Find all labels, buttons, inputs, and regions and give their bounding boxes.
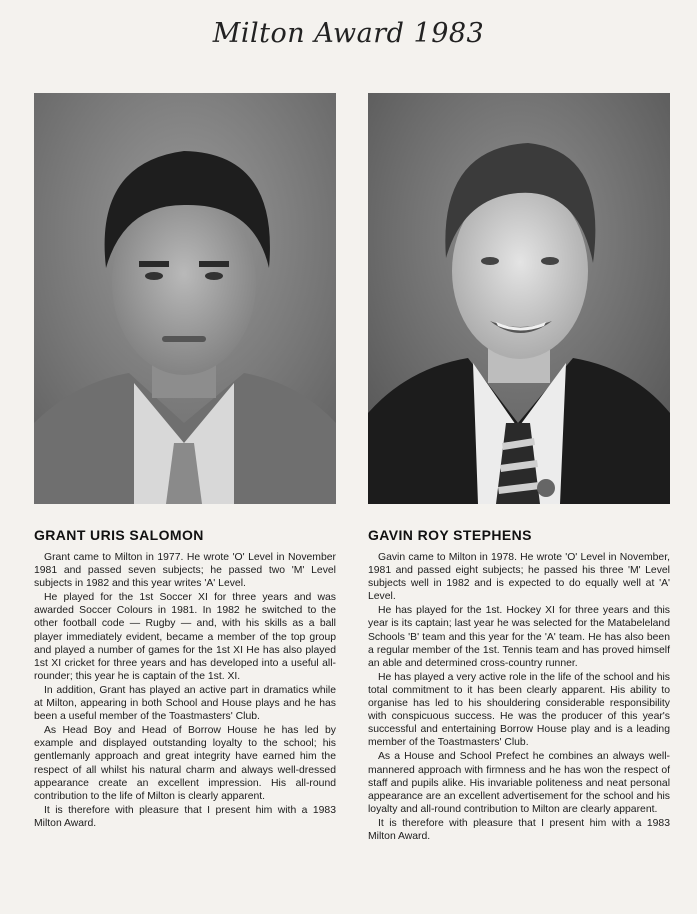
page-title: Milton Award 1983 — [212, 18, 485, 49]
left-paragraph: It is therefore with pleasure that I present him with a 1983 Milton Award. — [34, 804, 336, 829]
left-paragraph: He played for the 1st Soccer XI for three years and was awarded Soccer Colours in 1981. In 1982 he switched to the other football code — Rugby — and, with his skills as a ball player immediately evident, became a member of the top group and played a number of games for the 1st XI He has also played 1st XI cricket for three years and has developed into a useful all-rounder; this year he is captain of the 1st. XI. — [34, 592, 336, 682]
right-paragraph: It is therefore with pleasure that I present him with a 1983 Milton Award. — [368, 817, 670, 842]
left-portrait-photo — [34, 93, 336, 504]
left-paragraph: Grant came to Milton in 1977. He wrote 'O' Level in November 1981 and passed seven subjects; he passed two 'M' Level subjects in 1982 and this year writes 'A' Level. — [34, 552, 336, 590]
portrait-photo-icon — [34, 93, 336, 504]
right-biography — [368, 551, 670, 843]
right-student-name: GAVIN ROY STEPHENS — [368, 527, 532, 543]
right-profile — [368, 93, 670, 844]
right-portrait-photo — [368, 93, 670, 504]
right-paragraph: Gavin came to Milton in 1978. He wrote 'O' Level in November, 1981 and passed eight subjects; he passed his three 'M' Level subjects well in 1982 and is expected to do equally well at 'A' Level. — [368, 552, 670, 603]
left-student-name: GRANT URIS SALOMON — [34, 527, 204, 543]
right-paragraph: He has played for the 1st. Hockey XI for three years and this year is its captain; last year he was selected for the Matabeleland Schools 'B' team and this year for the 'A' team. He has also been a regular member of the 1st. Tennis team and has proved himself an able and determined cross-country runner. — [368, 605, 670, 669]
right-paragraph: He has played a very active role in the life of the school and his total commitment to it has been clearly apparent. His ability to organise has led to his shouldering considerable responsibility with conspicuous success. He was the producer of this year's successful and entertaining Borrow House play and is a leading member of the Toastmasters' Club. — [368, 671, 670, 749]
left-paragraph: In addition, Grant has played an active part in dramatics while at Milton, appearing in both School and House plays and he has been a useful member of the Toastmasters' Club. — [34, 684, 336, 723]
left-profile — [34, 93, 336, 831]
right-paragraph: As a House and School Prefect he combines an always well-mannered approach with firmness and he has won the respect of staff and pupils alike. His invariable politeness and neat personal appearance are an excellent advertisement for the school and his loyalty and all-round contribution to Milton are clearly apparent. — [368, 751, 670, 815]
left-biography — [34, 551, 336, 830]
portrait-photo-icon — [368, 93, 670, 504]
left-paragraph: As Head Boy and Head of Borrow House he has led by example and displayed outstanding loyalty to the school; his gentlemanly approach and great integrity have earned him the respect of all whilst his natural charm and always well-dressed appearance create an excellent impression. His all-round contribution to the life of Milton is clearly apparent. — [34, 725, 336, 802]
